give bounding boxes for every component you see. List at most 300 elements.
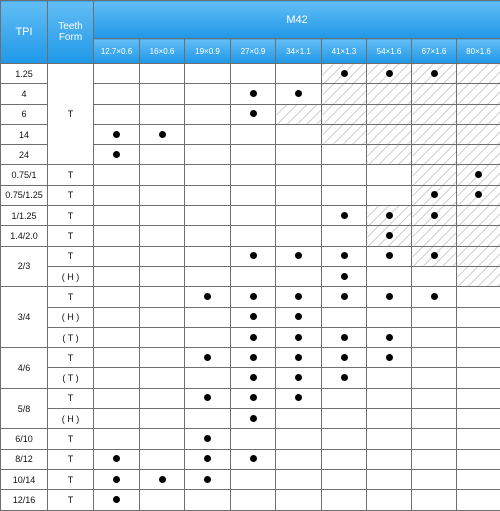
tpi-cell: 1/1.25	[1, 206, 48, 226]
teeth-form-cell: ( H )	[48, 307, 94, 327]
availability-dot-icon	[250, 110, 257, 117]
available-cell	[94, 124, 140, 144]
blade-size-header: 12.7×0.6	[94, 39, 140, 64]
empty-cell	[367, 469, 412, 489]
teeth-form-cell: T	[48, 388, 94, 408]
available-cell	[231, 84, 276, 104]
empty-cell	[140, 206, 185, 226]
empty-cell	[231, 145, 276, 165]
empty-cell	[140, 145, 185, 165]
empty-cell	[140, 409, 185, 429]
available-cell	[367, 64, 412, 84]
teeth-form-cell: T	[48, 206, 94, 226]
available-cell	[94, 145, 140, 165]
empty-cell	[276, 409, 322, 429]
table-row	[1, 165, 500, 185]
available-cell	[185, 429, 231, 449]
blade-size-header: 67×1.6	[412, 39, 457, 64]
available-cell	[367, 246, 412, 266]
empty-cell	[457, 266, 500, 286]
available-cell	[185, 449, 231, 469]
tpi-cell: 12/16	[1, 490, 48, 510]
availability-dot-icon	[386, 232, 393, 239]
availability-dot-icon	[386, 293, 393, 300]
teeth-form-cell: T	[48, 165, 94, 185]
empty-cell	[412, 104, 457, 124]
availability-dot-icon	[386, 70, 393, 77]
teeth-form-cell: T	[48, 469, 94, 489]
empty-cell	[231, 165, 276, 185]
empty-cell	[140, 185, 185, 205]
empty-cell	[322, 165, 367, 185]
availability-dot-icon	[431, 212, 438, 219]
empty-cell	[140, 226, 185, 246]
empty-cell	[231, 124, 276, 144]
empty-cell	[367, 104, 412, 124]
available-cell	[185, 469, 231, 489]
empty-cell	[367, 449, 412, 469]
empty-cell	[457, 246, 500, 266]
empty-cell	[276, 124, 322, 144]
empty-cell	[322, 307, 367, 327]
empty-cell	[367, 145, 412, 165]
blade-size-header: 80×1.6	[457, 39, 500, 64]
table-row	[1, 348, 500, 368]
availability-dot-icon	[341, 252, 348, 259]
empty-cell	[140, 104, 185, 124]
availability-dot-icon	[341, 293, 348, 300]
available-cell	[276, 287, 322, 307]
available-cell	[231, 287, 276, 307]
empty-cell	[457, 84, 500, 104]
empty-cell	[412, 368, 457, 388]
available-cell	[231, 246, 276, 266]
empty-cell	[367, 124, 412, 144]
availability-dot-icon	[204, 293, 211, 300]
available-cell	[412, 206, 457, 226]
available-cell	[322, 368, 367, 388]
empty-cell	[140, 246, 185, 266]
availability-dot-icon	[386, 354, 393, 361]
availability-dot-icon	[295, 394, 302, 401]
available-cell	[322, 348, 367, 368]
table-row	[1, 490, 500, 510]
available-cell	[231, 409, 276, 429]
empty-cell	[185, 490, 231, 510]
empty-cell	[412, 84, 457, 104]
empty-cell	[231, 185, 276, 205]
availability-dot-icon	[341, 334, 348, 341]
available-cell	[231, 388, 276, 408]
empty-cell	[322, 490, 367, 510]
available-cell	[322, 287, 367, 307]
tpi-cell: 3/4	[1, 287, 48, 348]
availability-dot-icon	[250, 455, 257, 462]
empty-cell	[231, 490, 276, 510]
available-cell	[185, 348, 231, 368]
empty-cell	[457, 490, 500, 510]
empty-cell	[140, 266, 185, 286]
table-row	[1, 307, 500, 327]
teeth-form-header: Teeth Form	[48, 1, 94, 64]
empty-cell	[457, 307, 500, 327]
available-cell	[367, 226, 412, 246]
table-row	[1, 469, 500, 489]
available-cell	[276, 348, 322, 368]
empty-cell	[231, 64, 276, 84]
table-row	[1, 206, 500, 226]
empty-cell	[185, 84, 231, 104]
available-cell	[457, 165, 500, 185]
empty-cell	[322, 185, 367, 205]
empty-cell	[412, 490, 457, 510]
empty-cell	[322, 84, 367, 104]
empty-cell	[322, 409, 367, 429]
empty-cell	[457, 449, 500, 469]
table-row	[1, 429, 500, 449]
availability-dot-icon	[386, 334, 393, 341]
empty-cell	[367, 165, 412, 185]
empty-cell	[457, 124, 500, 144]
empty-cell	[94, 266, 140, 286]
empty-cell	[94, 206, 140, 226]
available-cell	[276, 84, 322, 104]
availability-dot-icon	[113, 131, 120, 138]
empty-cell	[457, 64, 500, 84]
empty-cell	[185, 409, 231, 429]
empty-cell	[322, 226, 367, 246]
blade-size-header: 54×1.6	[367, 39, 412, 64]
empty-cell	[94, 307, 140, 327]
available-cell	[412, 185, 457, 205]
empty-cell	[140, 307, 185, 327]
empty-cell	[231, 266, 276, 286]
tpi-cell: 2/3	[1, 246, 48, 287]
empty-cell	[276, 490, 322, 510]
table-row	[1, 64, 500, 84]
empty-cell	[140, 84, 185, 104]
empty-cell	[367, 84, 412, 104]
available-cell	[322, 266, 367, 286]
tpi-cell: 14	[1, 124, 48, 144]
tpi-cell: 6/10	[1, 429, 48, 449]
empty-cell	[367, 409, 412, 429]
available-cell	[412, 64, 457, 84]
empty-cell	[94, 104, 140, 124]
available-cell	[231, 449, 276, 469]
teeth-form-cell: T	[48, 185, 94, 205]
availability-dot-icon	[204, 435, 211, 442]
available-cell	[140, 124, 185, 144]
empty-cell	[457, 206, 500, 226]
empty-cell	[457, 409, 500, 429]
availability-dot-icon	[475, 171, 482, 178]
teeth-form-cell: T	[48, 226, 94, 246]
empty-cell	[367, 185, 412, 205]
teeth-form-cell: T	[48, 64, 94, 165]
available-cell	[457, 185, 500, 205]
available-cell	[94, 469, 140, 489]
availability-dot-icon	[341, 354, 348, 361]
tpi-cell: 0.75/1	[1, 165, 48, 185]
empty-cell	[94, 64, 140, 84]
availability-dot-icon	[341, 374, 348, 381]
empty-cell	[457, 368, 500, 388]
empty-cell	[140, 429, 185, 449]
empty-cell	[231, 429, 276, 449]
table-row	[1, 327, 500, 347]
empty-cell	[322, 469, 367, 489]
availability-dot-icon	[250, 293, 257, 300]
tpi-header: TPI	[1, 1, 48, 64]
empty-cell	[231, 226, 276, 246]
empty-cell	[367, 388, 412, 408]
empty-cell	[457, 287, 500, 307]
empty-cell	[94, 226, 140, 246]
empty-cell	[94, 287, 140, 307]
available-cell	[231, 307, 276, 327]
table-row	[1, 287, 500, 307]
available-cell	[412, 246, 457, 266]
table-row	[1, 246, 500, 266]
empty-cell	[412, 449, 457, 469]
tpi-cell: 4/6	[1, 348, 48, 389]
empty-cell	[412, 165, 457, 185]
table-row	[1, 368, 500, 388]
tpi-cell: 0.75/1.25	[1, 185, 48, 205]
empty-cell	[94, 429, 140, 449]
available-cell	[231, 327, 276, 347]
availability-dot-icon	[113, 455, 120, 462]
empty-cell	[94, 327, 140, 347]
empty-cell	[94, 388, 140, 408]
teeth-form-cell: T	[48, 429, 94, 449]
empty-cell	[140, 490, 185, 510]
tpi-cell: 24	[1, 145, 48, 165]
empty-cell	[457, 388, 500, 408]
empty-cell	[457, 104, 500, 124]
teeth-form-cell: T	[48, 246, 94, 266]
availability-dot-icon	[204, 476, 211, 483]
tpi-cell: 1.25	[1, 64, 48, 84]
availability-dot-icon	[204, 455, 211, 462]
empty-cell	[185, 266, 231, 286]
empty-cell	[94, 368, 140, 388]
empty-cell	[185, 165, 231, 185]
teeth-form-cell: T	[48, 348, 94, 368]
table-row	[1, 185, 500, 205]
empty-cell	[185, 307, 231, 327]
availability-dot-icon	[386, 212, 393, 219]
teeth-form-cell: ( H )	[48, 409, 94, 429]
empty-cell	[231, 206, 276, 226]
empty-cell	[367, 490, 412, 510]
empty-cell	[140, 388, 185, 408]
availability-dot-icon	[250, 313, 257, 320]
availability-dot-icon	[295, 90, 302, 97]
availability-dot-icon	[250, 90, 257, 97]
availability-dot-icon	[295, 293, 302, 300]
empty-cell	[94, 348, 140, 368]
empty-cell	[322, 104, 367, 124]
empty-cell	[185, 185, 231, 205]
empty-cell	[412, 469, 457, 489]
availability-dot-icon	[113, 476, 120, 483]
empty-cell	[185, 226, 231, 246]
empty-cell	[412, 124, 457, 144]
empty-cell	[231, 469, 276, 489]
empty-cell	[276, 104, 322, 124]
availability-dot-icon	[431, 293, 438, 300]
empty-cell	[457, 429, 500, 449]
availability-dot-icon	[113, 496, 120, 503]
empty-cell	[276, 226, 322, 246]
empty-cell	[276, 185, 322, 205]
empty-cell	[185, 206, 231, 226]
empty-cell	[367, 307, 412, 327]
blade-size-header: 34×1.1	[276, 39, 322, 64]
availability-dot-icon	[295, 374, 302, 381]
tpi-cell: 4	[1, 84, 48, 104]
availability-dot-icon	[431, 70, 438, 77]
teeth-form-cell: T	[48, 287, 94, 307]
tpi-cell: 6	[1, 104, 48, 124]
empty-cell	[457, 226, 500, 246]
teeth-form-cell: ( H )	[48, 266, 94, 286]
empty-cell	[185, 104, 231, 124]
empty-cell	[322, 124, 367, 144]
available-cell	[94, 490, 140, 510]
empty-cell	[185, 124, 231, 144]
empty-cell	[412, 409, 457, 429]
availability-dot-icon	[204, 354, 211, 361]
availability-dot-icon	[295, 354, 302, 361]
table-row	[1, 388, 500, 408]
empty-cell	[94, 84, 140, 104]
empty-cell	[185, 64, 231, 84]
empty-cell	[412, 388, 457, 408]
empty-cell	[276, 165, 322, 185]
availability-dot-icon	[295, 252, 302, 259]
blade-size-header: 19×0.9	[185, 39, 231, 64]
availability-dot-icon	[386, 252, 393, 259]
available-cell	[231, 104, 276, 124]
availability-dot-icon	[250, 252, 257, 259]
teeth-form-cell: T	[48, 490, 94, 510]
empty-cell	[412, 266, 457, 286]
availability-dot-icon	[204, 394, 211, 401]
empty-cell	[412, 226, 457, 246]
available-cell	[276, 246, 322, 266]
empty-cell	[140, 348, 185, 368]
availability-dot-icon	[250, 334, 257, 341]
available-cell	[322, 246, 367, 266]
empty-cell	[457, 348, 500, 368]
tpi-cell: 10/14	[1, 469, 48, 489]
empty-cell	[276, 64, 322, 84]
available-cell	[367, 348, 412, 368]
empty-cell	[276, 206, 322, 226]
available-cell	[276, 368, 322, 388]
empty-cell	[94, 165, 140, 185]
empty-cell	[412, 429, 457, 449]
empty-cell	[140, 64, 185, 84]
available-cell	[94, 449, 140, 469]
teeth-form-cell: ( T )	[48, 327, 94, 347]
empty-cell	[276, 449, 322, 469]
empty-cell	[412, 327, 457, 347]
available-cell	[140, 469, 185, 489]
empty-cell	[367, 266, 412, 286]
empty-cell	[140, 368, 185, 388]
empty-cell	[185, 327, 231, 347]
teeth-form-cell: ( T )	[48, 368, 94, 388]
table-row	[1, 409, 500, 429]
empty-cell	[457, 327, 500, 347]
available-cell	[276, 307, 322, 327]
available-cell	[276, 388, 322, 408]
available-cell	[322, 64, 367, 84]
empty-cell	[140, 287, 185, 307]
available-cell	[412, 287, 457, 307]
teeth-form-cell: T	[48, 449, 94, 469]
empty-cell	[185, 368, 231, 388]
blade-size-header: 41×1.3	[322, 39, 367, 64]
tpi-cell: 8/12	[1, 449, 48, 469]
availability-dot-icon	[341, 70, 348, 77]
empty-cell	[94, 246, 140, 266]
available-cell	[322, 206, 367, 226]
availability-dot-icon	[250, 394, 257, 401]
tpi-cell: 5/8	[1, 388, 48, 429]
available-cell	[185, 287, 231, 307]
availability-dot-icon	[159, 131, 166, 138]
empty-cell	[185, 246, 231, 266]
empty-cell	[94, 409, 140, 429]
available-cell	[185, 388, 231, 408]
empty-cell	[367, 429, 412, 449]
available-cell	[367, 206, 412, 226]
empty-cell	[140, 165, 185, 185]
availability-dot-icon	[250, 354, 257, 361]
empty-cell	[185, 145, 231, 165]
empty-cell	[276, 469, 322, 489]
availability-dot-icon	[113, 151, 120, 158]
availability-dot-icon	[250, 415, 257, 422]
empty-cell	[322, 449, 367, 469]
empty-cell	[322, 145, 367, 165]
availability-dot-icon	[475, 191, 482, 198]
availability-dot-icon	[295, 313, 302, 320]
available-cell	[322, 327, 367, 347]
availability-dot-icon	[250, 374, 257, 381]
availability-dot-icon	[341, 273, 348, 280]
empty-cell	[94, 185, 140, 205]
blade-size-header: 16×0.6	[140, 39, 185, 64]
blade-size-header: 27×0.9	[231, 39, 276, 64]
empty-cell	[140, 327, 185, 347]
empty-cell	[322, 388, 367, 408]
empty-cell	[367, 368, 412, 388]
available-cell	[231, 348, 276, 368]
empty-cell	[412, 348, 457, 368]
availability-dot-icon	[431, 252, 438, 259]
empty-cell	[457, 145, 500, 165]
availability-dot-icon	[295, 334, 302, 341]
available-cell	[231, 368, 276, 388]
available-cell	[276, 327, 322, 347]
empty-cell	[412, 307, 457, 327]
